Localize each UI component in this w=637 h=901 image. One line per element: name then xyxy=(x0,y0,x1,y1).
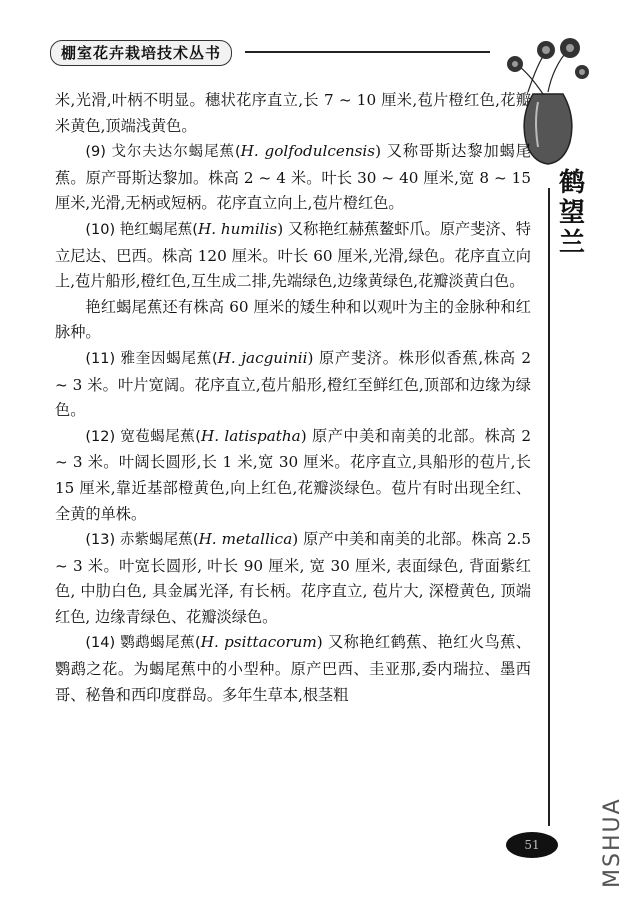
paragraph xyxy=(55,424,531,527)
paragraph-text: ) 又称哥斯达黎加蝎尾蕉。原产哥斯达黎加。株高 2 ~ 4 米。叶长 30 ~ 40 厘米,宽 8 ~ 15 厘米,光滑,无柄或短柄。花序直立向上,苞片橙红色。 xyxy=(55,142,531,213)
page-number: 51 xyxy=(506,832,558,858)
species-heading: (12) 宽苞蝎尾蕉( xyxy=(85,428,201,445)
watermark: MSHUA xyxy=(600,797,625,888)
paragraph-text: ) 原产中美和南美的北部。株高 2 ~ 3 米。叶阔长圆形,长 1 米,宽 30 厘米。花序直立,具船形的苞片,长 15 厘米,靠近基部橙黄色,向上红色,花瓣淡绿色。苞片有时出现全红、全黄的单株。 xyxy=(55,426,531,523)
paragraph xyxy=(55,527,531,630)
scientific-name: H. golfodulcensis xyxy=(240,142,376,161)
series-title: 棚室花卉栽培技术丛书 xyxy=(50,40,232,66)
species-heading: (9) 戈尔夫达尔蝎尾蕉( xyxy=(85,144,241,161)
paragraph xyxy=(55,217,531,295)
species-heading: (13) 赤紫蝎尾蕉( xyxy=(85,532,199,549)
scientific-name: H. metallica xyxy=(198,530,293,549)
paragraph-text: ) 原产斐济。株形似香蕉,株高 2 ~ 3 米。叶片宽阔。花序直立,苞片船形,橙红至鲜红色,顶部和边缘为绿色。 xyxy=(55,348,532,420)
scientific-name: H. humilis xyxy=(197,219,278,238)
chapter-label: 鹤 望 兰 xyxy=(558,168,585,258)
paragraph xyxy=(55,88,531,139)
paragraph xyxy=(55,295,531,346)
paragraph-text: 米,光滑,叶柄不明显。穗状花序直立,长 7 ~ 10 厘米,苞片橙红色,花瓣米黄色,顶端浅黄色。 xyxy=(55,91,531,135)
species-heading: (10) 艳红蝎尾蕉( xyxy=(85,221,198,238)
paragraph xyxy=(55,630,531,708)
page-body xyxy=(55,88,531,708)
species-heading: (11) 雅奎因蝎尾蕉( xyxy=(85,350,218,367)
margin-rule xyxy=(548,188,550,826)
scientific-name: H. latispatha xyxy=(200,426,301,445)
scientific-name: H. psittacorum xyxy=(200,633,317,652)
paragraph-text: ) 原产中美和南美的北部。株高 2.5 ~ 3 米。叶宽长圆形, 叶长 90 厘米, 宽 30 厘米, 表面绿色, 背面紫红色, 中肋白色, 具金属光泽, 有长柄。花序直立, 苞片大, 深橙黄色, 顶端红色, 边缘青绿色、花瓣淡绿色。 xyxy=(55,530,531,626)
paragraph xyxy=(55,139,531,217)
paragraph-text: ) 又称艳红赫蕉鳌虾爪。原产斐济、特立尼达、巴西。株高 120 厘米。叶长 60 厘米,光滑,绿色。花序直立向上,苞片船形,橙红色,互生成二排,先端绿色,边缘黄绿色,花瓣淡黄白色。 xyxy=(55,219,531,291)
header-rule xyxy=(245,51,490,53)
paragraph-text: ) 又称艳红鹤蕉、艳红火鸟蕉、鹦鹉之花。为蝎尾蕉中的小型种。原产巴西、圭亚那,委内瑞拉、墨西哥、秘鲁和西印度群岛。多年生草本,根茎粗 xyxy=(55,633,531,704)
scientific-name: H. jacguinii xyxy=(217,348,308,367)
paragraph xyxy=(55,346,531,424)
paragraph-text: 艳红蝎尾蕉还有株高 60 厘米的矮生种和以观叶为主的金脉种和红脉种。 xyxy=(55,297,531,342)
species-heading: (14) 鹦鹉蝎尾蕉( xyxy=(85,635,201,652)
